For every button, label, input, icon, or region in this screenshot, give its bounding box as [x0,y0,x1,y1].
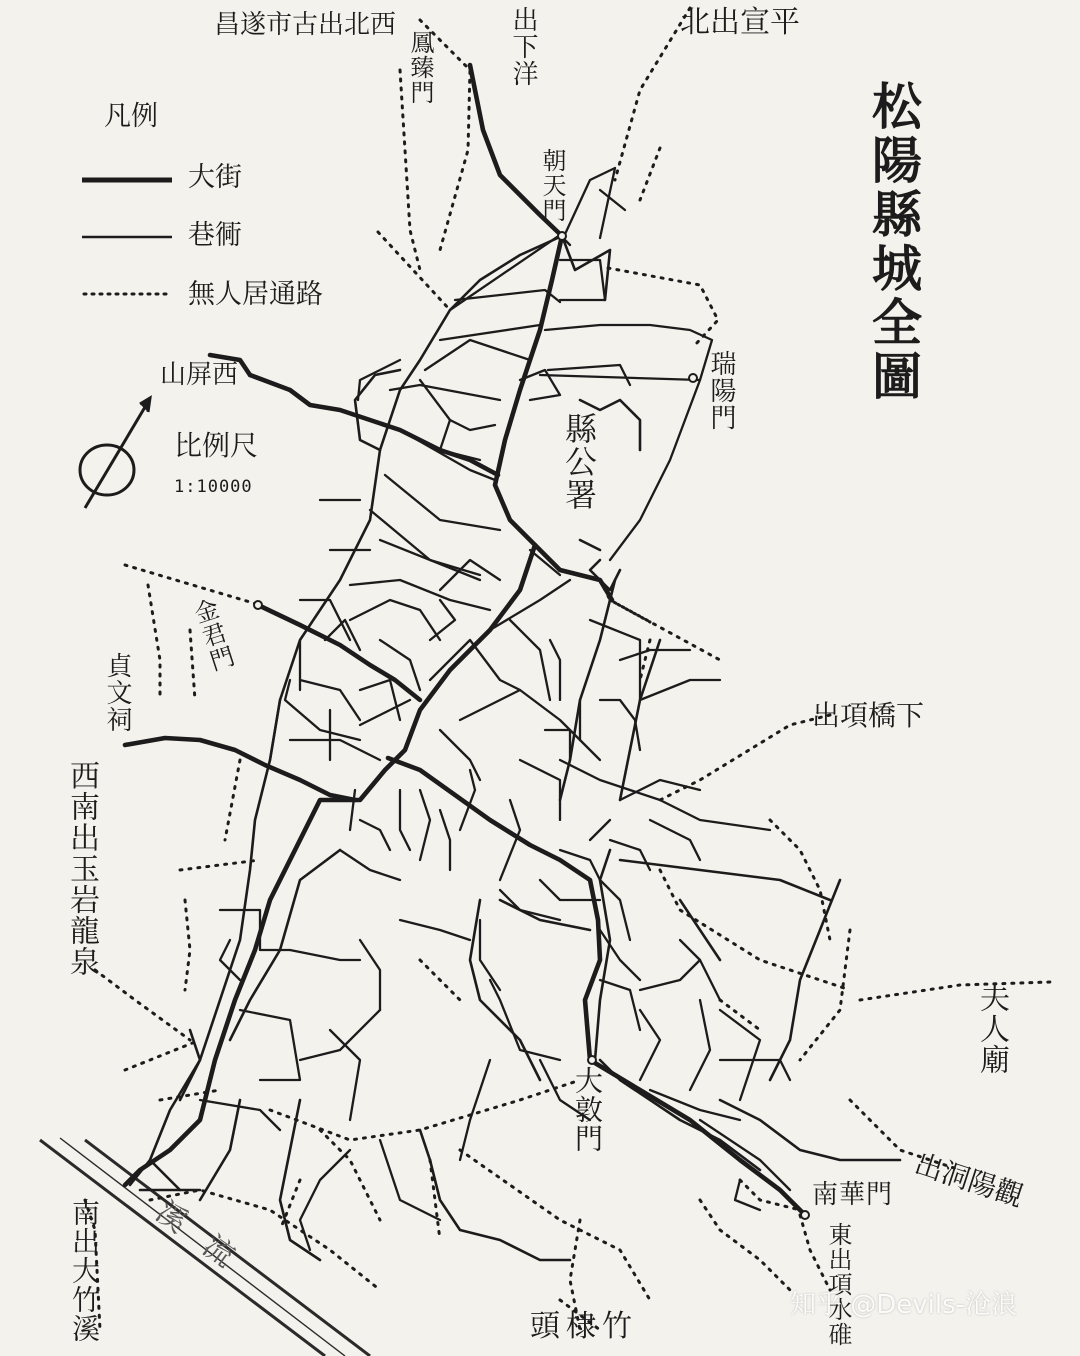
route-east: 出項橋下 [812,699,925,732]
route-north-a: 昌遂市古出北西 [214,10,397,40]
legend-unpopulated-road-label: 無人居通路 [188,279,323,310]
route-south-center: 頭棣竹 [530,1309,638,1344]
gate-east: 瑞陽門 [706,350,736,431]
river-label: 溪流 [149,1194,264,1291]
gate-marker-west [254,601,262,609]
route-southeast: 出洞陽觀 [910,1147,1028,1214]
scale-label: 比例尺 [174,429,259,462]
gate-marker-north [558,232,566,240]
route-west-mountain: 山屏西 [160,360,239,390]
legend-lane-label: 巷衕 [188,220,242,251]
watermark: 知乎 @Devils-沧浪 [790,1290,1018,1320]
route-southwest: 西南出玉岩龍泉 [64,760,99,977]
county-office-label: 縣公署 [560,412,598,511]
gate-marker-east [689,374,697,382]
gate-north: 朝天門 [538,148,566,223]
gate-west: 金君門 [187,595,237,676]
route-south: 南出大竹溪 [68,1198,101,1343]
scale-ratio: 1:10000 [174,477,253,497]
map-title: 松陽縣城全圖 [864,80,923,404]
route-north-b: 出下洋 [508,6,538,87]
zhenwen-temple-label: 貞文祠 [102,652,132,733]
gate-northwest: 鳳臻門 [406,30,434,105]
route-east-south: 東出項水碓 [824,1222,852,1347]
gate-south: 大敦門 [571,1066,604,1153]
route-north-c: 北出宣平 [680,5,800,40]
furen-temple-label: 夫人廟 [974,982,1009,1075]
legend-title: 凡例 [104,101,158,132]
legend-main-street-label: 大街 [188,162,242,193]
gate-southeast: 南華門 [812,1180,894,1210]
gate-marker-south [588,1056,596,1064]
gate-marker-southeast [801,1211,809,1219]
